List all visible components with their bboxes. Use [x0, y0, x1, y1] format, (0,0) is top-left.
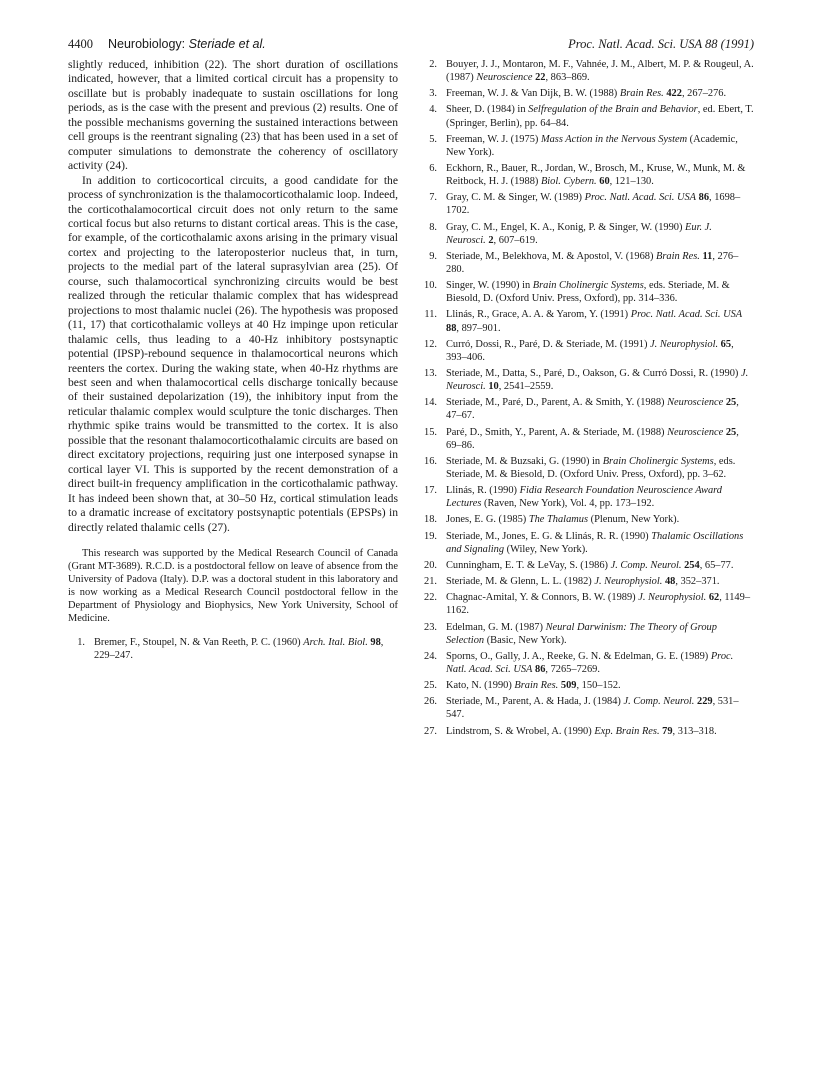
reference-source: Selfregulation of the Brain and Behavior — [528, 104, 698, 116]
reference-item — [420, 513, 754, 526]
reference-authors: Curró, Dossi, R., Paré, D. & Steriade, M. (1991) — [446, 338, 651, 350]
reference-authors: Gray, C. M., Engel, K. A., Konig, P. & Singer, W. (1990) — [446, 221, 686, 233]
reference-volume: 86 — [698, 192, 710, 204]
reference-authors: Steriade, M., Paré, D., Parent, A. & Smith, Y. (1988) — [446, 397, 668, 409]
reference-item — [420, 103, 754, 129]
reference-number: 27. — [424, 725, 437, 737]
running-section: Neurobiology: — [108, 37, 186, 51]
reference-item — [420, 559, 754, 572]
reference-number: 12. — [424, 338, 437, 350]
reference-volume: 10 — [488, 381, 499, 393]
reference-source: J. Neurophysiol. — [650, 338, 719, 350]
reference-item — [420, 530, 754, 556]
reference-number: 10. — [424, 280, 437, 292]
reference-item — [420, 426, 754, 452]
reference-detail: , ed. Ebert, T. (Springer, Berlin), pp. 64–84. — [446, 104, 754, 129]
reference-authors: Steriade, M., Belekhova, M. & Apostol, V. (1968) — [446, 250, 657, 262]
reference-authors: Jones, E. G. (1985) — [446, 514, 529, 526]
reference-item — [420, 367, 754, 393]
reference-source: Brain Res. — [656, 250, 700, 262]
reference-list-right — [420, 58, 754, 738]
right-column — [420, 58, 754, 741]
reference-source: J. Neurophysiol. — [594, 576, 663, 588]
reference-authors: Llinás, R., Grace, A. A. & Yarom, Y. (1991) — [446, 309, 631, 321]
reference-number: 6. — [429, 163, 437, 175]
reference-number: 16. — [424, 455, 437, 467]
reference-authors: Steriade, M. & Glenn, L. L. (1982) — [446, 576, 595, 588]
reference-pages: , 47–67. — [446, 397, 739, 422]
reference-number: 20. — [424, 559, 437, 571]
reference-source: Proc. Natl. Acad. Sci. USA — [630, 309, 743, 321]
reference-source: J. Neurophysiol. — [638, 592, 707, 604]
reference-source: Brain Res. — [514, 680, 559, 692]
reference-source: Arch. Ital. Biol. — [303, 636, 368, 648]
reference-pages: , 65–77. — [699, 559, 734, 571]
reference-pages: , 393–406. — [446, 338, 734, 363]
reference-number: 21. — [424, 576, 437, 588]
reference-item — [420, 484, 754, 510]
reference-volume: 86 — [535, 663, 546, 675]
reference-source: J. Comp. Neurol. — [610, 559, 682, 571]
reference-volume: 422 — [666, 88, 682, 100]
left-column — [68, 58, 398, 665]
reference-pages: , 121–130. — [609, 176, 654, 188]
reference-authors: Bremer, F., Stoupel, N. & Van Reeth, P. C. (1960) — [94, 636, 304, 648]
reference-authors: Freeman, W. J. (1975) — [446, 133, 541, 145]
reference-number: 1. — [77, 636, 85, 648]
reference-volume: 60 — [599, 176, 610, 188]
reference-authors: Cunningham, E. T. & LeVay, S. (1986) — [446, 559, 611, 571]
reference-source: Neuroscience — [476, 72, 533, 84]
reference-detail: (Raven, New York), Vol. 4, pp. 173–192. — [481, 498, 655, 510]
reference-item — [420, 338, 754, 364]
reference-number: 2. — [429, 59, 437, 70]
reference-item — [420, 575, 754, 588]
reference-pages: , 352–371. — [675, 576, 720, 588]
reference-pages: , 2541–2559. — [498, 381, 554, 393]
reference-item — [420, 591, 754, 617]
reference-source: Exp. Brain Res. — [594, 725, 660, 737]
reference-authors: Steriade, M. & Buzsaki, G. (1990) in — [446, 455, 603, 467]
reference-source: Eur. J. Neurosci. — [446, 221, 712, 246]
reference-volume: 65 — [720, 338, 732, 350]
reference-volume: 229 — [697, 696, 713, 708]
reference-pages: , 1698–1702. — [446, 192, 741, 217]
reference-source: Brain Cholinergic Systems — [532, 280, 644, 292]
reference-pages: , 7265–7269. — [545, 663, 600, 675]
reference-source: Biol. Cybern. — [540, 176, 597, 188]
running-title — [108, 36, 266, 52]
reference-pages: , 313–318. — [672, 725, 717, 737]
reference-number: 13. — [424, 368, 437, 379]
journal-citation: Proc. Natl. Acad. Sci. USA 88 (1991) — [568, 37, 754, 51]
reference-item — [420, 650, 754, 676]
reference-item — [420, 58, 754, 84]
reference-authors: Steriade, M., Parent, A. & Hada, J. (1984) — [446, 696, 624, 708]
reference-number: 11. — [424, 309, 437, 321]
page-number: 4400 — [68, 37, 93, 51]
body-paragraph-1: slightly reduced, inhibition (22). The short duration of oscillations indicated, however, that a limited cortical circuit has a propensity to oscillate but is probably inadequate to sustain oscillations for long periods, as is the case with the present and previous (2) results. One of the possible mechanisms governing the sustained interactions between cell groups is the reentrant signaling (23) that has been used in a set of computer simulations to demonstrate the coherency of oscillatory activity (24). — [68, 58, 398, 173]
reference-authors: Bouyer, J. J., Montaron, M. F., Vahnée, J. M., Albert, M. P. & Rougeul, A. (1987) — [446, 59, 754, 84]
reference-number: 25. — [424, 680, 437, 692]
reference-number: 17. — [424, 485, 437, 497]
reference-volume: 48 — [664, 576, 676, 588]
reference-pages: , 276–280. — [446, 250, 739, 275]
reference-item — [420, 679, 754, 692]
reference-pages: , 229–247. — [94, 636, 384, 661]
reference-item — [420, 621, 754, 647]
reference-source: Brain Res. — [619, 88, 664, 100]
reference-item — [420, 695, 754, 721]
reference-source: Brain Cholinergic Systems — [602, 455, 714, 467]
reference-item — [420, 725, 754, 738]
reference-pages: , 863–869. — [545, 72, 590, 84]
reference-pages: , 267–276. — [681, 88, 727, 100]
reference-item — [420, 133, 754, 159]
reference-detail: (Plenum, New York). — [588, 514, 680, 526]
reference-source: J. Neurosci. — [446, 368, 749, 393]
reference-detail: (Basic, New York). — [484, 634, 567, 646]
reference-number: 5. — [429, 133, 437, 145]
reference-detail: , eds. Steriade, M. & Biesold, D. (Oxford Univ. Press, Oxford), pp. 314–336. — [446, 280, 730, 305]
reference-item — [420, 162, 754, 188]
reference-volume: 11 — [702, 250, 713, 262]
reference-authors: Edelman, G. M. (1987) — [446, 621, 546, 633]
reference-authors: Freeman, W. J. & Van Dijk, B. W. (1988) — [446, 88, 620, 100]
reference-item — [420, 396, 754, 422]
reference-source: Neuroscience — [667, 426, 724, 438]
reference-item — [420, 191, 754, 217]
acknowledgment: This research was supported by the Medical Research Council of Canada (Grant MT-3689). R.C.D. is a postdoctoral fellow on leave of absence from the University of Padova (Italy). D.P. was a doctoral student in this laboratory and is now working as a Medical Research Council postdoctoral fellow in the Department of Physiology and Biophysics, New York University, School of Medicine. — [68, 547, 398, 625]
reference-source: Fidia Research Foundation Neuroscience Award Lectures — [446, 485, 722, 510]
reference-number: 7. — [429, 192, 437, 204]
running-authors: Steriade et al. — [188, 37, 266, 51]
reference-authors: Kato, N. (1990) — [446, 680, 515, 692]
reference-number: 24. — [424, 650, 437, 662]
reference-volume: 62 — [708, 592, 720, 604]
reference-item — [420, 279, 754, 305]
reference-authors: Llinás, R. (1990) — [446, 485, 520, 497]
reference-detail: , eds. Steriade, M. & Biesold, D. (Oxford Univ. Press, Oxford), pp. 3–62. — [446, 455, 736, 480]
reference-number: 26. — [424, 696, 437, 708]
reference-number: 3. — [429, 88, 437, 100]
reference-volume: 254 — [684, 559, 700, 571]
reference-number: 19. — [424, 530, 437, 542]
reference-pages: , 607–619. — [493, 234, 538, 246]
reference-source: The Thalamus — [528, 514, 589, 526]
reference-number: 15. — [424, 426, 437, 438]
reference-number: 18. — [424, 514, 437, 526]
reference-volume: 25 — [725, 426, 737, 438]
reference-pages: , 1149–1162. — [446, 592, 751, 617]
reference-item — [420, 308, 754, 334]
reference-list-left — [68, 636, 398, 662]
reference-authors: Chagnac-Amital, Y. & Connors, B. W. (1989) — [446, 592, 639, 604]
body-paragraph-2: In addition to corticocortical circuits, a good candidate for the process of synchronization is the thalamocorticothalamic loop. Indeed, the corticothalamocortical circuit does not only return to the same cortical focus but also returns to distant cortical areas. This is the case, for example, of the corticothalamic axons arising in the primary visual cortex and projecting to the lateroposterior nucleus that, in turn, projects to the medial part of the lateral suprasylvian area (25). Of course, such thalamocortical synchronizing circuits would be best realized through the reticular thalamic complex that has widespread projections to most thalamic nuclei (26). The hypothesis was proposed (11, 17) that corticothalamic volleys at 40 Hz impinge upon reticular thalamic cells, thus leading to a 40-Hz inhibitory postsynaptic potential (IPSP)-rebound sequence in thalamocortical neurons which reenters the cortex. During the waking state, when 40-Hz rhythms are best seen and when thalamocortical cells discharge tonically because of their sustained depolarization (19), the inhibitory input from the reticular thalamic complex would sculpture the tonic discharges. Then rhythmic spike trains would be transmitted to the cortex. It is also possible that the resonant thalamocorticothalamic circuits are based on direct excitatory projections, requiring just one interposed synapse in cortical layer VI. This is supported by the recent demonstration of a direct built-in frequency amplification in the corticothalamic pathway. It has indeed been shown that, at 30–50 Hz, cortical stimulation leads to a dramatic increase of excitatory postsynaptic potentials (EPSPs) in directly related thalamic cells (27). — [68, 173, 398, 534]
reference-authors: Sheer, D. (1984) in — [446, 104, 529, 116]
reference-source: Thalamic Oscillations and Signaling — [446, 530, 744, 555]
reference-pages: , 897–901. — [456, 322, 501, 334]
reference-authors: Steriade, M., Datta, S., Paré, D., Oakson, G. & Curró Dossi, R. (1990) — [446, 368, 741, 379]
reference-pages: , 150–152. — [576, 680, 621, 692]
reference-number: 22. — [424, 592, 437, 604]
reference-number: 9. — [429, 250, 437, 262]
reference-number: 14. — [424, 397, 437, 409]
reference-volume: 98 — [370, 636, 381, 648]
reference-volume: 25 — [725, 397, 737, 409]
reference-authors: Gray, C. M. & Singer, W. (1989) — [446, 192, 585, 204]
reference-pages: , 531–547. — [446, 696, 739, 721]
reference-authors: Singer, W. (1990) in — [446, 280, 533, 292]
reference-item — [420, 455, 754, 481]
reference-authors: Sporns, O., Gally, J. A., Reeke, G. N. & Edelman, G. E. (1989) — [446, 650, 711, 662]
reference-source: Proc. Natl. Acad. Sci. USA — [446, 650, 734, 675]
reference-item — [68, 636, 398, 662]
reference-volume: 22 — [535, 72, 546, 84]
reference-authors: Steriade, M., Jones, E. G. & Llinás, R. R. (1990) — [446, 530, 652, 542]
reference-number: 8. — [429, 221, 437, 233]
reference-number: 23. — [424, 621, 437, 633]
reference-item — [420, 221, 754, 247]
reference-source: J. Comp. Neurol. — [623, 696, 695, 708]
reference-volume: 2 — [488, 234, 494, 246]
reference-authors: Lindstrom, S. & Wrobel, A. (1990) — [446, 725, 595, 737]
reference-pages: , 69–86. — [446, 426, 739, 451]
reference-item — [420, 87, 754, 100]
reference-detail: (Wiley, New York). — [504, 543, 588, 555]
reference-volume: 79 — [662, 725, 673, 737]
reference-detail: (Academic, New York). — [446, 133, 738, 158]
reference-volume: 509 — [560, 680, 577, 692]
reference-source: Neuroscience — [667, 397, 724, 409]
reference-volume: 88 — [446, 322, 457, 334]
reference-number: 4. — [429, 104, 437, 116]
reference-authors: Paré, D., Smith, Y., Parent, A. & Steriade, M. (1988) — [446, 426, 668, 438]
reference-source: Neural Darwinism: The Theory of Group Selection — [446, 621, 717, 646]
reference-source: Proc. Natl. Acad. Sci. USA — [584, 192, 697, 204]
reference-source: Mass Action in the Nervous System — [540, 133, 688, 145]
reference-item — [420, 250, 754, 276]
reference-authors: Eckhorn, R., Bauer, R., Jordan, W., Brosch, M., Kruse, W., Munk, M. & Reitbock, H. J. (1988) — [446, 163, 746, 188]
